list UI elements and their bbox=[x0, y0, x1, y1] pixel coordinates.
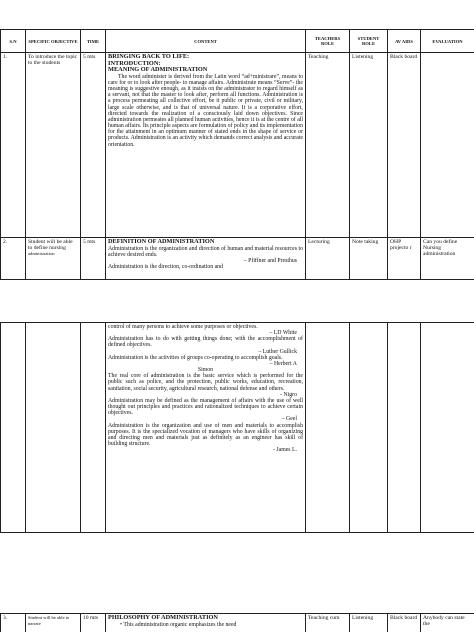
row2-student-role: Note taking bbox=[350, 238, 388, 280]
lesson-plan-page-1 bbox=[0, 29, 474, 280]
row1-title: BRINGING BACK TO LIFE: bbox=[108, 53, 190, 60]
row1-evaluation bbox=[421, 53, 474, 238]
row1-teachers-role: Teaching bbox=[306, 53, 350, 238]
header-row bbox=[1, 30, 474, 53]
page2-evaluation bbox=[421, 323, 474, 533]
row3-evaluation: Anybody can state the bbox=[421, 614, 474, 632]
row2-objective-small: administration bbox=[28, 251, 55, 257]
header-teachers-role: TEACHERS ROLE bbox=[306, 30, 350, 53]
row3-student-role: Listening bbox=[350, 614, 388, 632]
page2-line-5: Administration may be defined as the management of affairs with the use of well thought out principles and practices and rationalized techniques to achieve certain objectives. bbox=[108, 397, 303, 417]
page2-line-1: control of many persons to achieve some purposes or objectives. bbox=[108, 324, 258, 330]
row2-sn: 2. bbox=[1, 238, 26, 280]
page2-teachers-role bbox=[306, 323, 350, 533]
row2-av-aids: OHP projecto r bbox=[388, 238, 421, 280]
row1-sn: 1. bbox=[1, 53, 26, 238]
row1-student-role: Listening bbox=[350, 53, 388, 238]
table-row bbox=[1, 323, 474, 533]
page2-content bbox=[106, 323, 306, 533]
table-row bbox=[1, 53, 474, 238]
page2-cite-4: - Nigro bbox=[280, 391, 297, 398]
row2-citation-1: – Pfiffner and Presthus bbox=[243, 257, 297, 264]
page2-line-3: Administration is the activities of groups co-operating to accomplish goals. bbox=[108, 354, 283, 361]
page2-cite-3b: Simon bbox=[197, 367, 214, 374]
page2-cite-5: – Geel bbox=[281, 416, 297, 423]
row2-time: 5 mts bbox=[81, 238, 106, 280]
page2-cite-1: – LD White bbox=[269, 330, 297, 337]
page2-cite-2: – Luther Gullick bbox=[258, 348, 297, 355]
row2-objective bbox=[26, 238, 81, 280]
page2-sn bbox=[1, 323, 26, 533]
page2-av-aids bbox=[388, 323, 421, 533]
row2-evaluation: Can you define Nursing administration bbox=[421, 238, 474, 280]
page2-objective bbox=[26, 323, 81, 533]
page2-cite-6: - James L. bbox=[273, 447, 297, 454]
row3-bullet: • This administration organic emphasizes the need bbox=[120, 621, 237, 628]
page2-line-4: The real core of administration is the basic service which is performed for the public such as police, and the protection, public works, education, recreation, sanitation, social security, agricultural research, national defense and others. bbox=[108, 373, 303, 392]
row2-content bbox=[106, 238, 306, 280]
page2-line-2: Administration has to do with getting things done; with the accomplishment of defined objectives. bbox=[108, 336, 303, 349]
header-evaluation: EVALUATION bbox=[421, 30, 474, 53]
row3-sn: 3. bbox=[1, 614, 26, 632]
lesson-plan-table-3 bbox=[0, 613, 474, 632]
row1-av-aids: Black board bbox=[388, 53, 421, 238]
lesson-plan-table-2 bbox=[0, 322, 474, 533]
row2-definition-1: Administration is the organization and direction of human and material resources to achieve desired ends. bbox=[108, 245, 303, 258]
header-av-aids: AV AIDS bbox=[388, 30, 421, 53]
row3-content bbox=[106, 614, 306, 632]
header-time: TIME bbox=[81, 30, 106, 53]
page2-time bbox=[81, 323, 106, 533]
row2-objective-text: Student will be able to define nursing bbox=[28, 239, 73, 252]
lesson-plan-page-2 bbox=[0, 322, 474, 533]
row1-paragraph: The word administer is derived from the Latin word “ad+ministrare”, means to care for or to look after people- to manage affairs. Administrate means “Serve”- the meaning is suggestive enough, as it insists on the administrator to regard himself as a servant, not that the master to look after, perform all functions. Administration is a process permeating all collective effort, be it public or private, civil or military, large scale otherwise, and is that of universal nature. It is a corporative effort, directed towards the realization of a consciously laid down objectives. Since administration permeates all planned human activities, hence it is at the centre of all human affairs. Its principle aspects are formulation of policy and its implementation for the attainment in an optimum manner of stated ends in the shape of service or products. Administration is an activity which demands correct analysis and accurate orientation. bbox=[108, 73, 303, 148]
header-content: CONTENT bbox=[106, 30, 306, 53]
row3-title: PHILOSOPHY OF ADMINISTRATION bbox=[108, 614, 218, 621]
row3-av-aids: Black board bbox=[388, 614, 421, 632]
lesson-plan-table-1 bbox=[0, 29, 474, 280]
row3-time: 10 mts bbox=[81, 614, 106, 632]
table-row bbox=[1, 614, 474, 632]
row2-teachers-role: Lecturing bbox=[306, 238, 350, 280]
lesson-plan-page-3 bbox=[0, 613, 474, 632]
row1-content bbox=[106, 53, 306, 238]
header-objective: SPECIFIC OBJECTIVE bbox=[26, 30, 81, 53]
row2-definition-2: Administration is the direction, co-ordination and bbox=[108, 264, 223, 271]
row1-time: 5 mts bbox=[81, 53, 106, 238]
table-row bbox=[1, 238, 474, 280]
row1-heading: MEANING OF ADMINISTRATION bbox=[108, 66, 208, 74]
header-student-role: STUDENT ROLE bbox=[350, 30, 388, 53]
row3-teachers-role: Teaching cum bbox=[306, 614, 350, 632]
row2-title: DEFINITION OF ADMINISTRATION bbox=[108, 238, 215, 245]
page2-cite-3: – Herbert A bbox=[269, 360, 297, 367]
page2-line-6: Administration is the organization and use of men and materials to accomplish purposes. It is the specialized vocation of managers who have skills of organizing and directing men and materials just as definitely as an engineer has skill of building structure. bbox=[108, 422, 303, 447]
row1-objective: To introduce the topic to the students bbox=[26, 53, 81, 238]
header-sn: S.N bbox=[1, 30, 26, 53]
row1-subtitle: INTRODUCTION: bbox=[108, 59, 161, 67]
row3-objective: Student will be able to narrate bbox=[26, 614, 81, 632]
page2-student-role bbox=[350, 323, 388, 533]
